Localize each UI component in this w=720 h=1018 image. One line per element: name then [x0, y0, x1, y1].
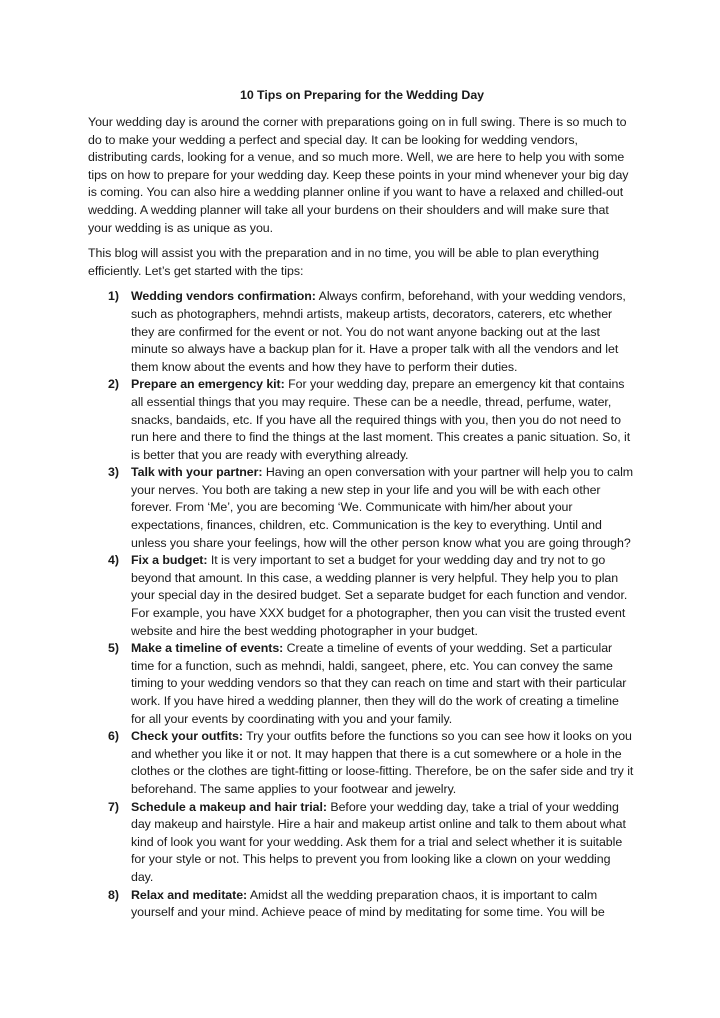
list-item-heading: Talk with your partner:: [131, 465, 263, 480]
list-item-text: Amidst all the wedding preparation chaos, it is important to calm yourself and your mind. Achieve peace of mind by meditating for some time. You will be: [131, 887, 605, 920]
list-item-heading: Prepare an emergency kit:: [131, 377, 285, 392]
list-item-number: 2): [108, 377, 119, 392]
intro-paragraph: Your wedding day is around the corner with preparations going on in full swing. There is so much to do to make your wedding a perfect and special day. It can be looking for wedding vendors, distributing cards, looking for a venue, and so much more. Well, we are here to help you with some tips on how to prepare for your wedding day. Keep these points in your mind whenever your big day is coming. You can also hire a wedding planner online if you want to have a relaxed and chilled-out wedding. A wedding planner will take all your burdens on their shoulders and will make sure that your wedding is as unique as you.: [88, 115, 629, 235]
list-item-number: 1): [108, 289, 119, 304]
list-item-heading: Check your outfits:: [131, 729, 243, 744]
list-item-heading: Make a timeline of events:: [131, 641, 284, 656]
list-item: [88, 728, 636, 798]
list-item-number: 8): [108, 887, 119, 902]
list-item: [88, 640, 636, 728]
list-item: [88, 552, 636, 640]
list-item-text: It is very important to set a budget for your wedding day and try not to go beyond that amount. In this case, a wedding planner is very helpful. They help you to plan your special day in the desired budget. Set a separate budget for each function and vendor. For example, you have XXX budget for a photographer, then you can visit the trusted event website and hire the best wedding photographer in your budget.: [131, 553, 628, 638]
list-item-text: Having an open conversation with your partner will help you to calm your nerves. You both are taking a new step in your life and you will be with each other forever. From ‘Me’, you are becoming ‘We. Communicate with him/her about your expectations, finances, children, etc. Communication is the key to everything. Until and unless you share your feelings, how will the other person know what you are going through?: [131, 465, 634, 550]
list-item: [88, 464, 636, 552]
tips-list: [88, 288, 636, 921]
list-item: [88, 376, 636, 464]
list-item-heading: Fix a budget:: [131, 553, 208, 568]
list-item-text: For your wedding day, prepare an emergency kit that contains all essential things that you may require. These can be a needle, thread, perfume, water, snacks, bandaids, etc. If you have all the required things with you, then you do not need to run here and there to find the things at the last moment. This creates a panic situation. So, it is better that you are ready with everything already.: [131, 377, 631, 462]
list-item-number: 3): [108, 465, 119, 480]
lead-in-paragraph: This blog will assist you with the preparation and in no time, you will be able to plan everything efficiently. Let’s get started with the tips:: [88, 246, 599, 278]
list-item: [88, 887, 636, 922]
list-item: [88, 799, 636, 887]
document-title: 10 Tips on Preparing for the Wedding Day: [239, 88, 485, 102]
list-item-text: Create a timeline of events of your wedding. Set a particular time for a function, such as mehndi, haldi, sangeet, phere, etc. You can convey the same timing to your wedding vendors so that they can reach on time and start with their particular work. If you have hired a wedding planner, then they will do the work of creating a timeline for all your events by coordinating with you and your family.: [131, 641, 627, 726]
list-item-heading: Relax and meditate:: [131, 887, 248, 902]
list-item-number: 7): [108, 799, 119, 814]
list-item-number: 5): [108, 641, 119, 656]
list-item-heading: Wedding vendors confirmation:: [131, 289, 316, 304]
list-item-text: Always confirm, beforehand, with your wedding vendors, such as photographers, mehndi artists, makeup artists, decorators, caterers, etc whether they are confirmed for the event or not. You do not want anyone backing out at the last minute so always have a backup plan for it. Have a proper talk with all the vendors and let them know about the events and how they have to perform their duties.: [131, 289, 626, 374]
document-page: [88, 86, 636, 922]
list-item-number: 6): [108, 729, 119, 744]
list-item-text: Before your wedding day, take a trial of your wedding day makeup and hairstyle. Hire a hair and makeup artist online and talk to them about what kind of look you want for your wedding. Ask them for a trial and select whether it is suitable for your style or not. This helps to prevent you from looking like a clown on your wedding day.: [131, 799, 626, 884]
list-item-heading: Schedule a makeup and hair trial:: [131, 799, 327, 814]
list-item-number: 4): [108, 553, 119, 568]
list-item-text: Try your outfits before the functions so you can see how it looks on you and whether you like it or not. It may happen that there is a cut somewhere or a hole in the clothes or the clothes are tight-fitting or loose-fitting. Therefore, be on the safer side and try it beforehand. The same applies to your footwear and jewelry.: [131, 729, 634, 796]
list-item: [88, 288, 636, 376]
